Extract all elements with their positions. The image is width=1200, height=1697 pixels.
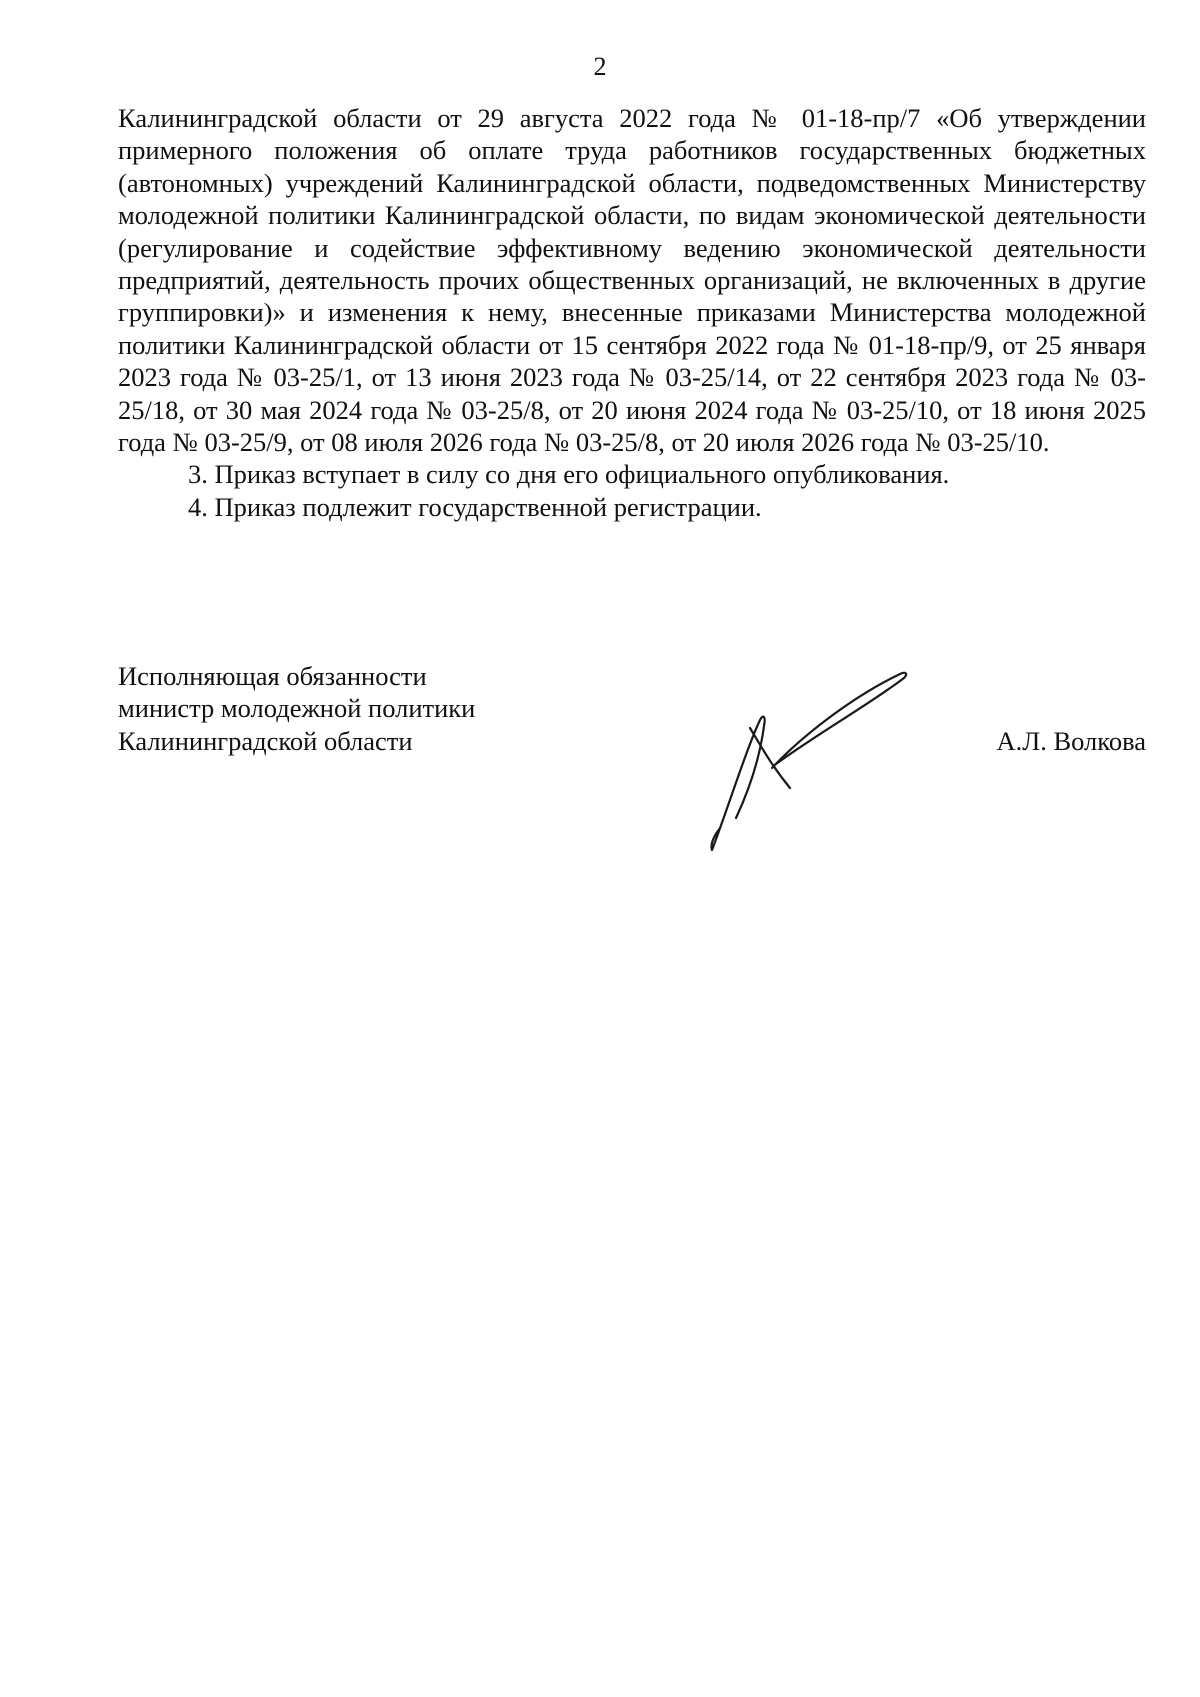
signatory-position-line: Калининградской области — [118, 725, 413, 756]
paragraph-continued: Калининградской области от 29 августа 2022 года № 01-18-пр/7 «Об утверждении примерного положения об оплате труда работников государственных бюджетных (автономных) учреждений Калининградской области, подведомственных Министерству молодежной политики Калининградской области, по видам экономической деятельности (регулирование и содействие эффективному ведению экономической деятельности предприятий, деятельность прочих общественных организаций, не включенных в другие группировки)» и изменения к нему, внесенные приказами Министерства молодежной политики Калининградской области от 15 сентября 2022 года № 01-18-пр/9, от 25 января 2023 года № 03-25/1, от 13 июня 2023 года № 03-25/14, от 22 сентября 2023 года № 03-25/18, от 30 мая 2024 года № 03-25/8, от 20 июня 2024 года № 03-25/10, от 18 июня 2025 года № 03-25/9, от 08 июля 2026 года № 03-25/8, от 20 июля 2026 года № 03-25/10. — [118, 103, 1146, 458]
document-body — [118, 102, 1146, 523]
signatory-name: А.Л. Волкова — [996, 726, 1146, 756]
signatory-position-line: министр молодежной политики — [118, 693, 476, 724]
signatory-position — [118, 660, 475, 757]
paragraph-item-4: 4. Приказ подлежит государственной регистрации. — [188, 491, 762, 522]
handwritten-signature — [700, 668, 920, 858]
paragraph-item-3: 3. Приказ вступает в силу со дня его официального опубликования. — [188, 459, 950, 490]
signatory-position-line: Исполняющая обязанности — [118, 661, 427, 691]
signature-stroke — [711, 673, 906, 850]
page-number: 2 — [593, 52, 607, 81]
